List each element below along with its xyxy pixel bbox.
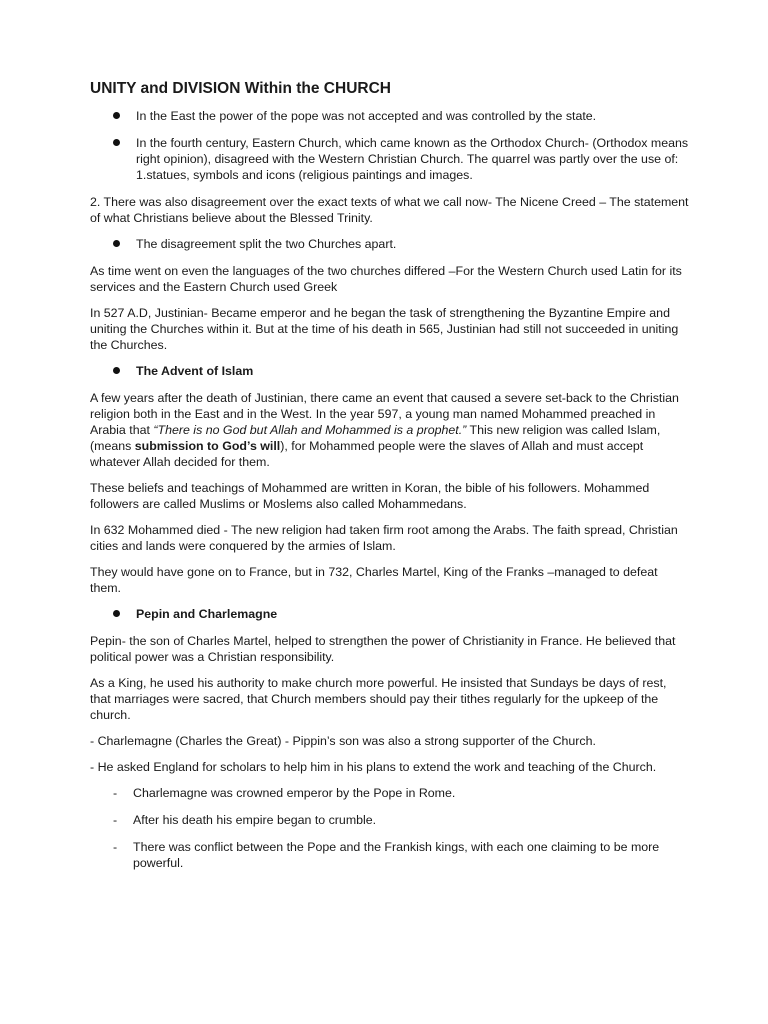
dash-mark: - bbox=[113, 786, 118, 800]
section-heading-islam bbox=[90, 363, 690, 379]
bullet-item bbox=[90, 108, 690, 124]
dash-mark: - bbox=[113, 813, 118, 827]
bullet-text: In the East the power of the pope was not accepted and was controlled by the state. bbox=[136, 109, 597, 123]
paragraph-charlemagne: - Charlemagne (Charles the Great) - Pippin’s son was also a strong supporter of the Church. bbox=[90, 734, 596, 748]
paragraph-justinian: In 527 A.D, Justinian- Became emperor and he began the task of strengthening the Byzantine Empire and uniting the Churches within it. But at the time of his death in 565, Justinian had still not succeeded in uniting the Churches. bbox=[90, 306, 679, 352]
paragraph-france: They would have gone on to France, but in 732, Charles Martel, King of the Franks –managed to defeat them. bbox=[90, 565, 658, 595]
paragraph-creed: 2. There was also disagreement over the exact texts of what we call now- The Nicene Creed – The statement of what Christians believe about the Blessed Trinity. bbox=[90, 195, 689, 225]
bullet-item bbox=[90, 236, 690, 252]
bullet-dot-icon bbox=[113, 610, 120, 617]
dash-text: After his death his empire began to crumble. bbox=[133, 813, 377, 827]
bullet-dot-icon bbox=[113, 240, 120, 247]
dash-item bbox=[90, 812, 690, 828]
paragraph-pepin: Pepin- the son of Charles Martel, helped to strengthen the power of Christianity in France. He believed that political power was a Christian responsibility. bbox=[90, 634, 676, 664]
bullet-dot-icon bbox=[113, 112, 120, 119]
section-heading-text: The Advent of Islam bbox=[136, 364, 254, 378]
document-title: UNITY and DIVISION Within the CHURCH bbox=[90, 80, 391, 97]
section-heading-pepin bbox=[90, 606, 690, 622]
paragraph-england: - He asked England for scholars to help him in his plans to extend the work and teaching of the Church. bbox=[90, 760, 657, 774]
islam-bold-text: submission to God’s will bbox=[134, 439, 281, 453]
dash-text: Charlemagne was crowned emperor by the Pope in Rome. bbox=[133, 786, 456, 800]
paragraph-islam bbox=[90, 390, 690, 470]
bullet-text: In the fourth century, Eastern Church, which came known as the Orthodox Church- (Orthodox means right opinion), disagreed with the Western Christian Church. The quarrel was partly over the use of: 1.statues, symbols and icons (religious paintings and images. bbox=[136, 136, 689, 182]
dash-item bbox=[90, 839, 690, 871]
bullet-dot-icon bbox=[113, 139, 120, 146]
paragraph-languages: As time went on even the languages of the two churches differed –For the Western Church used Latin for its services and the Eastern Church used Greek bbox=[90, 264, 682, 294]
paragraph-632: In 632 Mohammed died - The new religion had taken firm root among the Arabs. The faith spread, Christian cities and lands were conquered by the armies of Islam. bbox=[90, 523, 678, 553]
bullet-text: The disagreement split the two Churches apart. bbox=[136, 237, 397, 251]
paragraph-koran: These beliefs and teachings of Mohammed are written in Koran, the bible of his followers. Mohammed followers are called Muslims or Moslems also called Mohammedans. bbox=[90, 481, 650, 511]
islam-quote: “There is no God but Allah and Mohammed is a prophet.” bbox=[153, 423, 467, 437]
islam-text-part: This new religion was called Islam, (means bbox=[90, 423, 661, 453]
section-heading-text: Pepin and Charlemagne bbox=[136, 607, 278, 621]
islam-text-part: A few years after the death of Justinian, there came an event that caused a severe set-back to the Christian religion both in the East and in the West. In the year 597, a young man named Mohammed preached in Arabia that bbox=[90, 391, 679, 437]
bullet-item bbox=[90, 135, 690, 183]
dash-mark: - bbox=[113, 840, 118, 854]
bullet-dot-icon bbox=[113, 367, 120, 374]
dash-text: There was conflict between the Pope and the Frankish kings, with each one claiming to be more powerful. bbox=[133, 840, 660, 870]
islam-text-part: ), for Mohammed people were the slaves of Allah and must accept whatever Allah decided for them. bbox=[90, 439, 644, 469]
paragraph-king: As a King, he used his authority to make church more powerful. He insisted that Sundays be days of rest, that marriages were sacred, that Church members should pay their tithes regularly for the upkeep of the church. bbox=[90, 676, 667, 722]
dash-item bbox=[90, 785, 690, 801]
